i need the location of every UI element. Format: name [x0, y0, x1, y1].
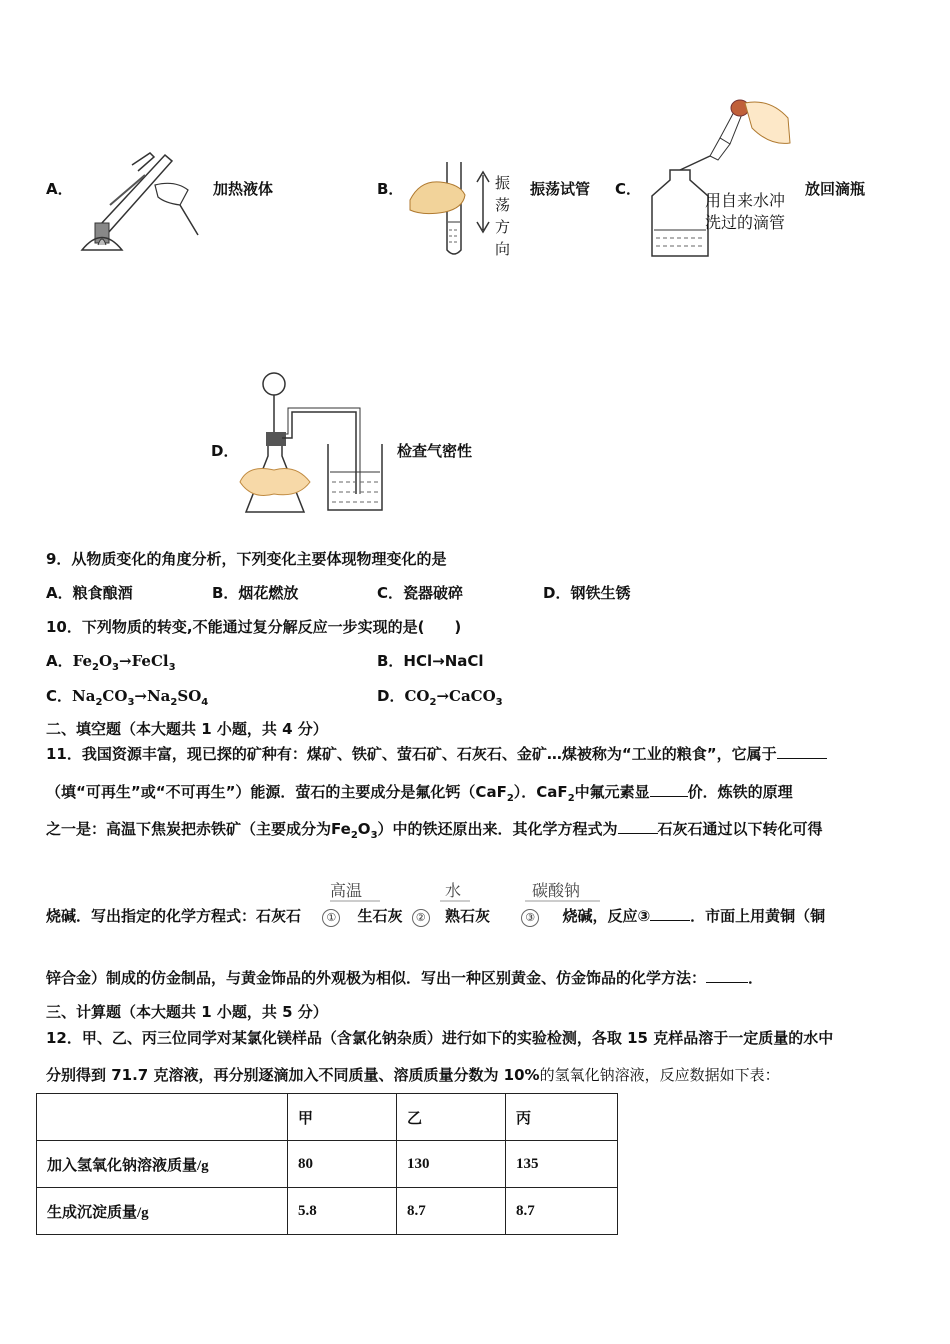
option-a-caption: 加热液体 — [213, 180, 274, 198]
q11-line-1: 11．我国资源丰富，现已探的矿种有：煤矿、铁矿、萤石矿、石灰石、金矿…煤被称为“工业的粮食”，它属于 — [46, 743, 827, 764]
condition-sodium-carbonate: 碳酸钠 — [532, 881, 581, 900]
table-header-row — [37, 1094, 618, 1141]
q10-option-c: C．$Na_2CO_3\to Na_2SO_4$ — [46, 687, 209, 708]
q11-line-4: 烧碱．写出指定的化学方程式：石灰石 ① 生石灰 ② 熟石灰 ③ 烧碱，反应③ ．市面上用黄铜（铜 — [46, 907, 826, 925]
dropper-note: 用自来水冲 洗过的滴管 — [705, 191, 786, 232]
reaction-3-marker: ③ — [521, 909, 539, 927]
q11-line-5: 锌合金）制成的仿金制品，与黄金饰品的外观极为相似．写出一种区别黄金、仿金饰品的化学方法： ． — [46, 969, 764, 987]
reaction-arrows — [330, 898, 610, 904]
airtightness-check-illustration — [238, 372, 398, 520]
shaking-test-tube-illustration — [405, 160, 495, 260]
option-b-letter: B． — [377, 180, 404, 198]
table-cell: 135 — [506, 1141, 618, 1188]
q9-option-c: C．瓷器破碎 — [377, 584, 464, 602]
q11-line-3: 之一是：高温下焦炭把赤铁矿（主要成分为$Fe_2O_3$）中的铁还原出来．其化学方程式为 石灰石通过以下转化可得 — [46, 820, 823, 841]
reaction-data-table — [36, 1093, 618, 1235]
q9-stem: 9．从物质变化的角度分析，下列变化主要体现物理变化的是 — [46, 550, 447, 568]
q10-option-a: A．$Fe_2O_3\to FeCl_3$ — [46, 652, 176, 673]
table-cell: 80 — [288, 1141, 397, 1188]
q12-line-1: 12．甲、乙、丙三位同学对某氯化镁样品（含氯化钠杂质）进行如下的实验检测，各取 15 克样品溶于一定质量的水中 — [46, 1029, 834, 1047]
option-d-caption: 检查气密性 — [397, 442, 473, 460]
reaction-2-marker: ② — [412, 909, 430, 927]
q11-line-2: （填“可再生”或“不可再生”）能源．萤石的主要成分是氟化钙（CaF$_2$）．CaF$_2$中氟元素显 价．炼铁的原理 — [46, 783, 793, 804]
table-header-cell — [37, 1094, 288, 1141]
q9-option-b: B．烟花燃放 — [212, 584, 299, 602]
table-cell: 8.7 — [506, 1188, 618, 1235]
option-d-letter: D． — [211, 442, 239, 460]
option-a-letter: A． — [46, 180, 73, 198]
table-cell: 8.7 — [397, 1188, 506, 1235]
table-header-cell: 甲 — [288, 1094, 397, 1141]
dropper-bottle-illustration — [640, 98, 800, 263]
table-header-cell: 乙 — [397, 1094, 506, 1141]
q10-stem: 10．下列物质的转变,不能通过复分解反应一步实现的是( ) — [46, 618, 462, 636]
shake-direction-label: 振 荡 方 向 — [495, 174, 511, 258]
condition-high-temp: 高温 — [330, 881, 363, 900]
table-cell: 130 — [397, 1141, 506, 1188]
heating-liquid-illustration — [70, 145, 205, 260]
option-c-caption: 放回滴瓶 — [805, 180, 866, 198]
condition-water: 水 — [445, 881, 462, 900]
q9-option-d: D．钢铁生锈 — [543, 584, 631, 602]
q12-line-2: 分别得到 71.7 克溶液，再分别逐滴加入不同质量、溶质质量分数为 10%的氢氧化钠溶液，反应数据如下表： — [46, 1066, 780, 1084]
table-header-cell: 丙 — [506, 1094, 618, 1141]
q10-option-b: B．HCl→NaCl — [377, 652, 484, 670]
table-row — [37, 1141, 618, 1188]
table-cell: 加入氢氧化钠溶液质量/g — [37, 1141, 288, 1188]
section-3-heading: 三、计算题（本大题共 1 小题，共 5 分） — [46, 1003, 328, 1021]
q10-option-d: D．$CO_2\to CaCO_3$ — [377, 687, 503, 708]
option-c-letter: C． — [615, 180, 642, 198]
option-b-caption: 振荡试管 — [530, 180, 591, 198]
table-row — [37, 1188, 618, 1235]
table-cell: 生成沉淀质量/g — [37, 1188, 288, 1235]
table-cell: 5.8 — [288, 1188, 397, 1235]
reaction-1-marker: ① — [322, 909, 340, 927]
q9-option-a: A．粮食酿酒 — [46, 584, 133, 602]
section-2-heading: 二、填空题（本大题共 1 小题，共 4 分） — [46, 720, 328, 738]
